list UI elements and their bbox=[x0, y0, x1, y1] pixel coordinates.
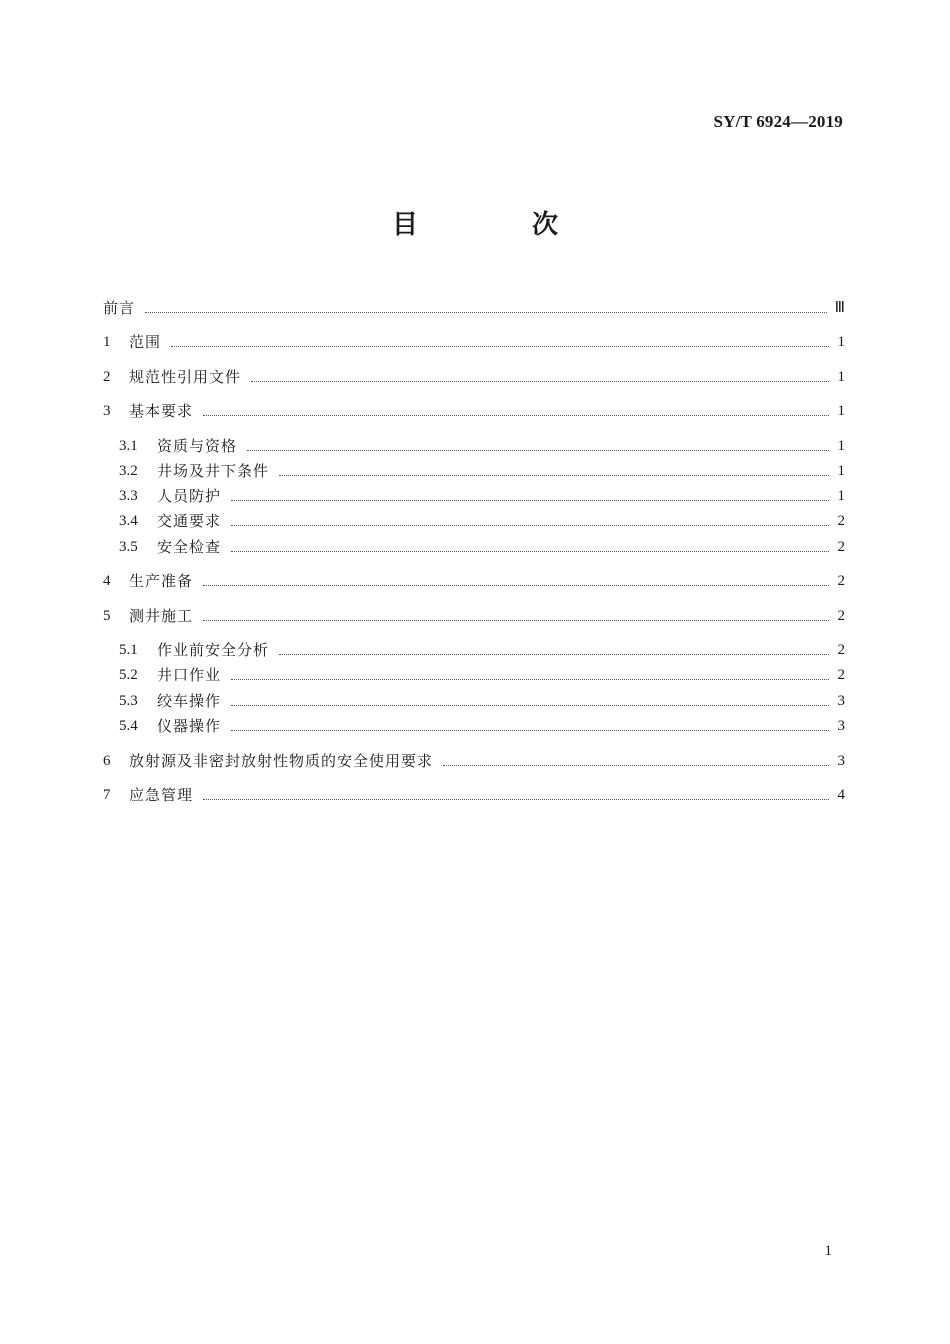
toc-entry-page: 2 bbox=[837, 642, 845, 658]
toc-dot-leader bbox=[279, 654, 829, 655]
toc-dot-leader bbox=[231, 730, 829, 731]
toc-entry-label: 井场及井下条件 bbox=[157, 462, 270, 480]
document-code: SY/T 6924—2019 bbox=[713, 112, 843, 131]
toc-entry-label: 前言 bbox=[103, 299, 136, 317]
toc-entry-number: 1 bbox=[103, 334, 111, 350]
toc-entry-page: 1 bbox=[837, 438, 845, 454]
toc-entry[interactable] bbox=[119, 460, 845, 482]
toc-title: 目 次 bbox=[391, 210, 602, 240]
toc-entry[interactable] bbox=[119, 536, 845, 558]
toc-entry[interactable] bbox=[119, 639, 845, 661]
toc-entry[interactable] bbox=[119, 485, 845, 507]
toc-entry-number: 6 bbox=[103, 753, 111, 769]
toc-entry-page: 2 bbox=[837, 667, 845, 683]
toc-entry[interactable] bbox=[103, 784, 845, 806]
toc-dot-leader bbox=[203, 620, 829, 621]
toc-entry[interactable] bbox=[103, 400, 845, 422]
toc-entry-label: 测井施工 bbox=[129, 607, 194, 625]
toc-entry-number: 3.4 bbox=[119, 513, 138, 529]
page-number: 1 bbox=[824, 1243, 832, 1259]
toc-entry-page: 4 bbox=[837, 787, 845, 803]
toc-dot-leader bbox=[231, 525, 829, 526]
toc-entry-page: 1 bbox=[837, 369, 845, 385]
toc-entry[interactable] bbox=[103, 605, 845, 627]
toc-dot-leader bbox=[443, 765, 829, 766]
toc-entry[interactable] bbox=[119, 715, 845, 737]
toc-entry-label: 生产准备 bbox=[129, 572, 194, 590]
toc-entry-label: 安全检查 bbox=[157, 538, 222, 556]
toc-dot-leader bbox=[231, 551, 829, 552]
toc-entry-label: 范围 bbox=[129, 333, 162, 351]
toc-entry-label: 绞车操作 bbox=[157, 692, 222, 710]
toc-entry-page: 1 bbox=[837, 463, 845, 479]
toc-entry-number: 5.4 bbox=[119, 718, 138, 734]
toc-entry-number: 5 bbox=[103, 608, 111, 624]
toc-entry-page: 3 bbox=[837, 718, 845, 734]
toc-entry-number: 4 bbox=[103, 573, 111, 589]
toc-entry-page: 2 bbox=[837, 573, 845, 589]
toc-dot-leader bbox=[231, 500, 829, 501]
toc-dot-leader bbox=[231, 679, 829, 680]
toc-entry-number: 5.3 bbox=[119, 693, 138, 709]
toc-entry-page: 3 bbox=[837, 753, 845, 769]
toc-entry-number: 3.1 bbox=[119, 438, 138, 454]
toc-dot-leader bbox=[251, 381, 829, 382]
toc-dot-leader bbox=[145, 312, 827, 313]
toc-dot-leader bbox=[203, 799, 829, 800]
toc-entry-number: 5.1 bbox=[119, 642, 138, 658]
toc-dot-leader bbox=[279, 475, 829, 476]
toc-entry[interactable] bbox=[103, 570, 845, 592]
toc-entry-number: 5.2 bbox=[119, 667, 138, 683]
toc-entry[interactable] bbox=[119, 435, 845, 457]
toc-entry-number: 2 bbox=[103, 369, 111, 385]
toc-dot-leader bbox=[171, 346, 829, 347]
toc-entry[interactable] bbox=[103, 331, 845, 353]
toc-entry-page: 1 bbox=[837, 488, 845, 504]
toc-entry-page: 2 bbox=[837, 608, 845, 624]
toc-dot-leader bbox=[203, 415, 829, 416]
toc-entry-label: 仪器操作 bbox=[157, 717, 222, 735]
toc-dot-leader bbox=[247, 450, 829, 451]
toc-entry[interactable] bbox=[103, 297, 845, 319]
toc-entry-number: 3 bbox=[103, 403, 111, 419]
toc-entry[interactable] bbox=[103, 750, 845, 772]
toc-entry-page: 1 bbox=[837, 334, 845, 350]
toc-entry-page: Ⅲ bbox=[834, 300, 845, 316]
toc-entry-label: 人员防护 bbox=[157, 487, 222, 505]
toc-entry[interactable] bbox=[119, 510, 845, 532]
toc-entry-label: 资质与资格 bbox=[157, 437, 238, 455]
toc-entry-page: 3 bbox=[837, 693, 845, 709]
toc-entry[interactable] bbox=[119, 690, 845, 712]
toc-entry-page: 2 bbox=[837, 539, 845, 555]
toc-entry-number: 3.3 bbox=[119, 488, 138, 504]
toc-entry-label: 作业前安全分析 bbox=[157, 641, 270, 659]
toc-entry-label: 交通要求 bbox=[157, 512, 222, 530]
toc-entry-label: 放射源及非密封放射性物质的安全使用要求 bbox=[129, 752, 434, 770]
toc-dot-leader bbox=[203, 585, 829, 586]
toc-entry-label: 井口作业 bbox=[157, 666, 222, 684]
toc-entry[interactable] bbox=[119, 664, 845, 686]
toc-entry-page: 1 bbox=[837, 403, 845, 419]
toc-entry-number: 3.2 bbox=[119, 463, 138, 479]
toc-entry-page: 2 bbox=[837, 513, 845, 529]
toc-entry-number: 7 bbox=[103, 787, 111, 803]
toc-dot-leader bbox=[231, 705, 829, 706]
toc-entry-number: 3.5 bbox=[119, 539, 138, 555]
toc-entry[interactable] bbox=[103, 366, 845, 388]
toc-entry-label: 基本要求 bbox=[129, 402, 194, 420]
toc-entry-label: 应急管理 bbox=[129, 786, 194, 804]
toc-entry-label: 规范性引用文件 bbox=[129, 368, 242, 386]
